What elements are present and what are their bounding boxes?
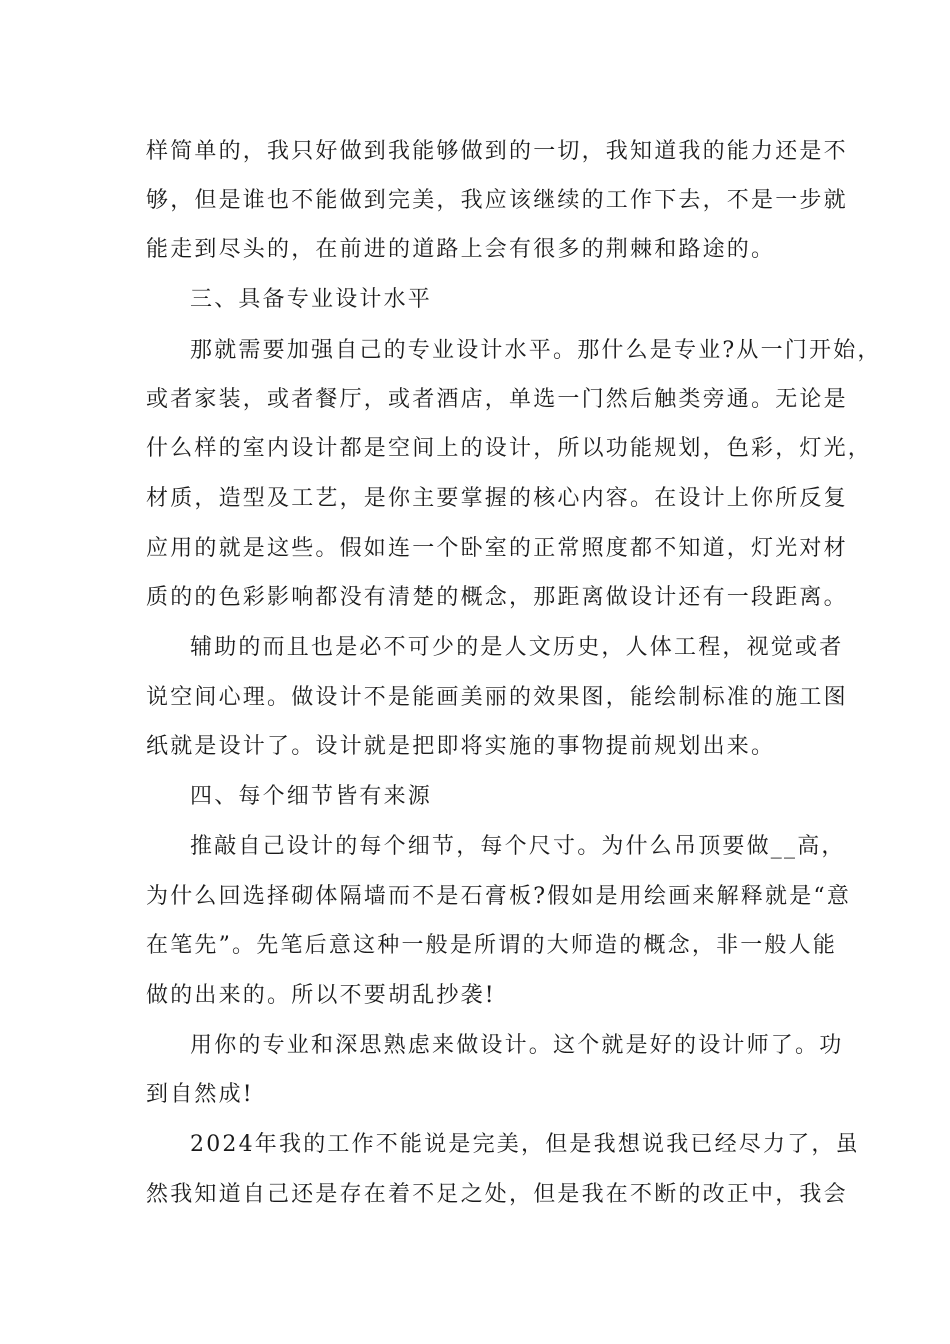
section-heading: 四、每个细节皆有来源 [190, 784, 433, 809]
text-line: 样简单的，我只好做到我能够做到的一切，我知道我的能力还是不 [146, 139, 848, 164]
text-line: 用你的专业和深思熟虑来做设计。这个就是好的设计师了。功 [190, 1033, 844, 1058]
text-line: 材质，造型及工艺，是你主要掌握的核心内容。在设计上你所反复 [146, 486, 848, 511]
text-line: 说空间心理。做设计不是能画美丽的效果图，能绘制标准的施工图 [146, 685, 848, 710]
text-line: 辅助的而且也是必不可少的是人文历史，人体工程，视觉或者 [190, 635, 844, 660]
text-line: 应用的就是这些。假如连一个卧室的正常照度都不知道，灯光对材 [146, 536, 848, 561]
text-line: 2024年我的工作不能说是完美，但是我想说我已经尽力了，虽 [190, 1132, 860, 1157]
text-line: 为什么回选择砌体隔墙而不是石膏板?假如是用绘画来解释就是“意 [146, 884, 852, 909]
text-line: 或者家装，或者餐厅，或者酒店，单选一门然后触类旁通。无论是 [146, 387, 848, 412]
text-line: 然我知道自己还是存在着不足之处，但是我在不断的改正中，我会 [146, 1182, 848, 1207]
section-heading: 三、具备专业设计水平 [190, 287, 433, 312]
text-line: 够，但是谁也不能做到完美，我应该继续的工作下去，不是一步就 [146, 188, 848, 213]
text-line: 做的出来的。所以不要胡乱抄袭! [146, 983, 496, 1008]
text-line: 什么样的室内设计都是空间上的设计，所以功能规划，色彩，灯光， [146, 436, 873, 461]
text-line: 能走到尽头的，在前进的道路上会有很多的荆棘和路途的。 [146, 237, 776, 262]
text-line: 纸就是设计了。设计就是把即将实施的事物提前规划出来。 [146, 734, 776, 759]
text-line: 在笔先”。先笔后意这种一般是所谓的大师造的概念，非一般人能 [146, 933, 838, 958]
text-line: 那就需要加强自己的专业设计水平。那什么是专业?从一门开始， [190, 338, 882, 363]
text-line: 质的的色彩影响都没有清楚的概念，那距离做设计还有一段距离。 [146, 585, 848, 610]
text-line: 到自然成! [146, 1082, 254, 1107]
text-line: 推敲自己设计的每个细节，每个尺寸。为什么吊顶要做__高， [190, 834, 846, 859]
